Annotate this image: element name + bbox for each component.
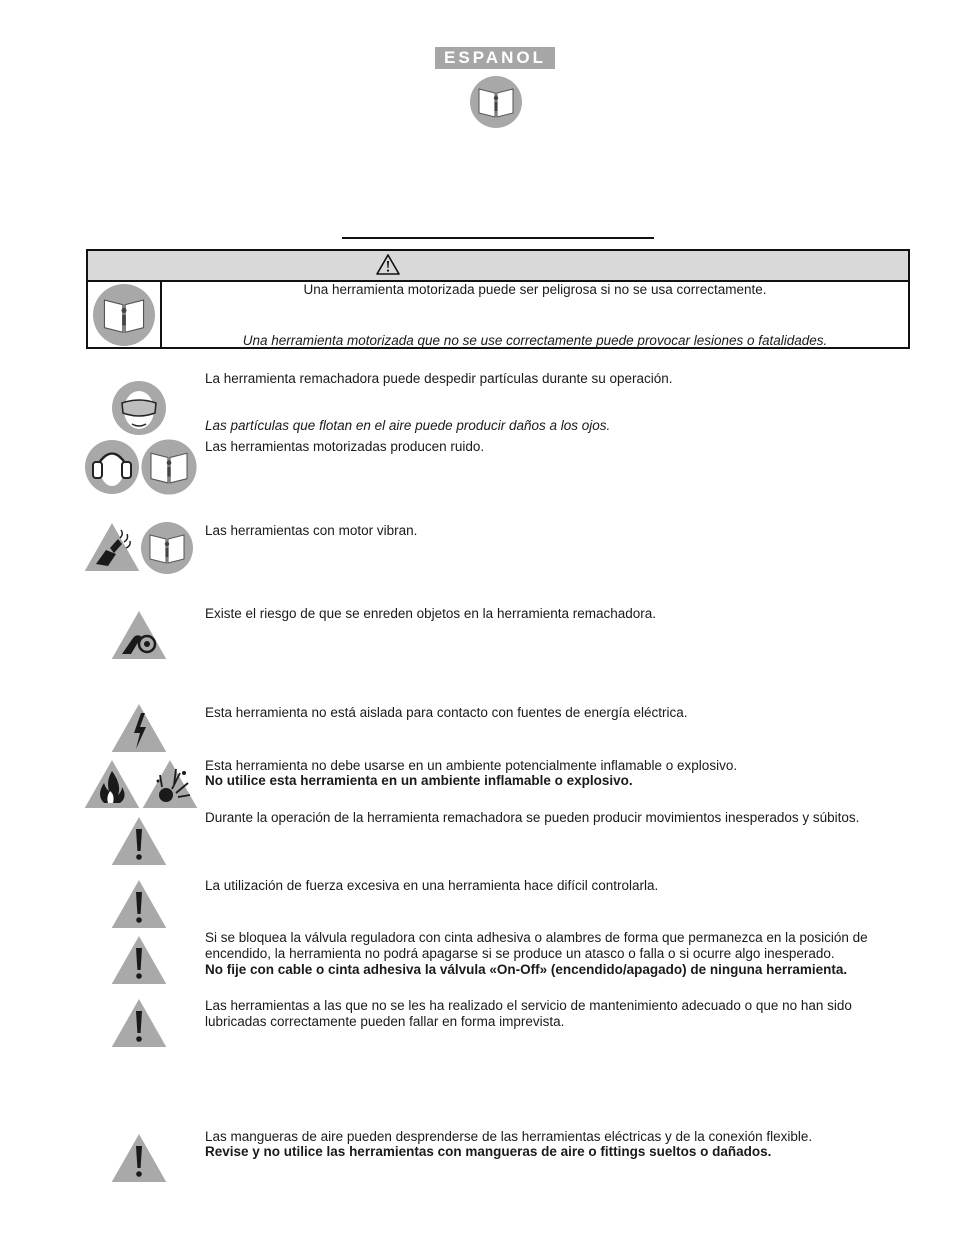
force-hazard-text: La utilización de fuerza excesiva en una herramienta hace difícil controlarla.: [205, 878, 659, 893]
read-manual-icon: [93, 284, 155, 346]
general-warning-icon: [110, 996, 168, 1050]
warning-table: [86, 249, 910, 349]
general-warning-icon: [110, 1131, 168, 1185]
noise-hazard-text: Las herramientas motorizadas producen ruido.: [205, 439, 485, 454]
general-warning-icon: [110, 933, 168, 987]
ear-protection-icon: [84, 439, 140, 495]
throttle-instruction-text: No fije con cable o cinta adhesiva la válvula «On-Off» (encendido/apagado) de ninguna herramienta.: [205, 962, 848, 977]
throttle-hazard-text-1: Si se bloquea la válvula reguladora con cinta adhesiva o alambres de forma que permanezca en la posición de: [205, 930, 868, 945]
flammable-hazard-icon: [83, 757, 141, 811]
general-warning-icon: [110, 814, 168, 868]
language-badge: ESPANOL: [435, 47, 555, 69]
movement-hazard-text: Durante la operación de la herramienta remachadora se pueden producir movimientos inesperados y súbitos.: [205, 810, 860, 825]
maintenance-hazard-text-2: lubricadas correctamente pueden fallar en forma imprevista.: [205, 1014, 565, 1029]
particles-consequence-text: Las partículas que flotan en el aire puede producir daños a los ojos.: [205, 418, 611, 433]
entanglement-hazard-icon: [110, 608, 168, 662]
warning-icon-cell: [88, 282, 162, 347]
electric-hazard-text: Esta herramienta no está aislada para contacto con fuentes de energía eléctrica.: [205, 705, 688, 720]
hose-hazard-text: Las mangueras de aire pueden desprenderse de las herramientas eléctricas y de la conexión flexible.: [205, 1129, 813, 1144]
title-underline: [342, 237, 654, 239]
electric-shock-hazard-icon: [110, 701, 168, 755]
explosive-hazard-icon: [141, 757, 199, 811]
warning-statement: Una herramienta motorizada puede ser peligrosa si no se usa correctamente.: [303, 282, 767, 297]
explosive-hazard-text: Esta herramienta no debe usarse en un ambiente potencialmente inflamable o explosivo.: [205, 758, 738, 773]
read-manual-icon: [470, 76, 522, 128]
hose-instruction-text: Revise y no utilice las herramientas con mangueras de aire o fittings sueltos o dañados.: [205, 1144, 772, 1159]
entanglement-hazard-text: Existe el riesgo de que se enreden objetos en la herramienta remachadora.: [205, 606, 657, 621]
particles-hazard-text: La herramienta remachadora puede despedir partículas durante su operación.: [205, 371, 673, 386]
throttle-hazard-text-2: encendido, la herramienta no podrá apagarse si se produce un atasco o falla o si ocurre algo inesperado.: [205, 946, 835, 961]
warning-consequence: Una herramienta motorizada que no se use correctamente puede provocar lesiones o fatalidades.: [242, 333, 828, 348]
eye-protection-icon: [111, 380, 167, 436]
explosive-instruction-text: No utilice esta herramienta en un ambiente inflamable o explosivo.: [205, 773, 633, 788]
warning-triangle-icon: [375, 253, 401, 276]
warning-header-row: [88, 251, 908, 282]
read-manual-icon: [141, 439, 197, 495]
read-manual-icon: [141, 522, 193, 574]
vibration-hazard-icon: [83, 520, 141, 574]
vibration-hazard-text: Las herramientas con motor vibran.: [205, 523, 418, 538]
maintenance-hazard-text-1: Las herramientas a las que no se les ha realizado el servicio de mantenimiento adecuado o que no han sido: [205, 998, 852, 1013]
general-warning-icon: [110, 877, 168, 931]
